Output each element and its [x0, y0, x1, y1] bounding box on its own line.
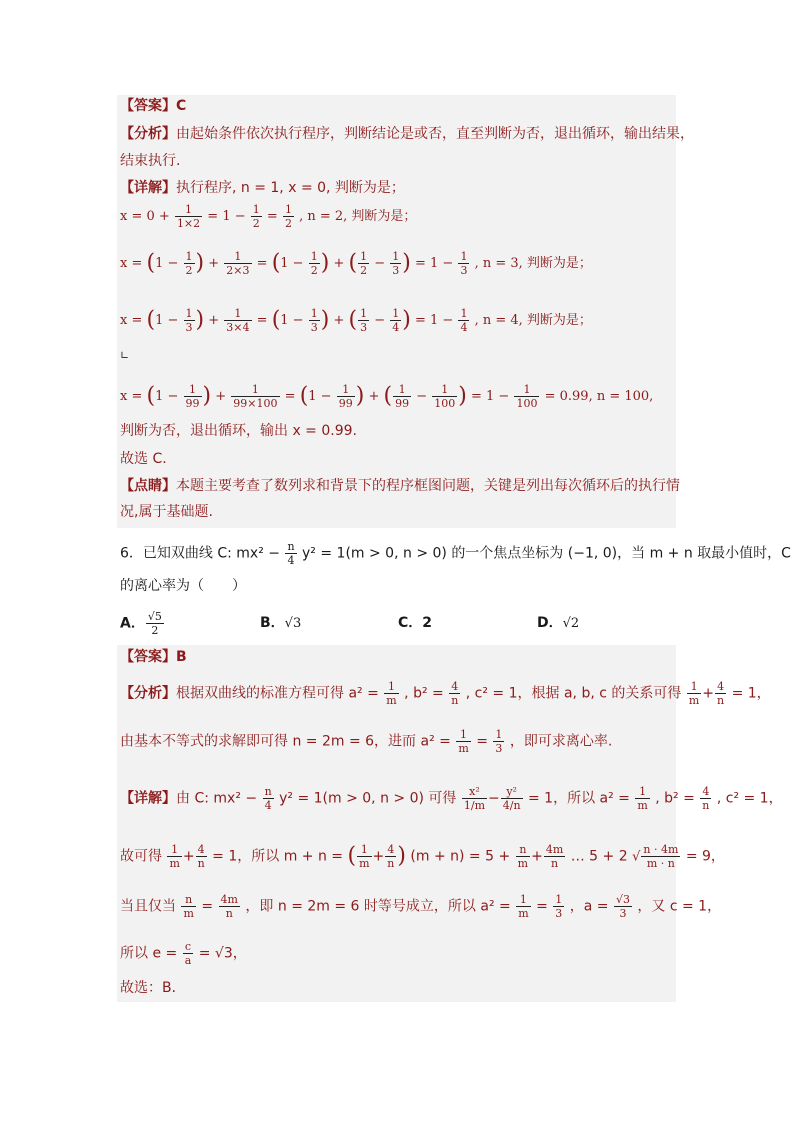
q6-detail-line1: 【详解】由 C: mx² − $\frac{n}{4}$ y² = 1(m > 0, n > 0) 可得 $\frac{\text{x²}}{1/m}$ − $\frac{\text{y²}}{4/n}$ = 1，所以 a² = $\frac{1}{m}$ , b² = $\frac{4}{n}$ , c² = 1，: [120, 785, 783, 812]
q6-analysis-line1: 【分析】根据双曲线的标准方程可得 a² = $\frac{1}{m}$ , b² = $\frac{4}{n}$ , c² = 1，根据 a, b, c 的关系可得 $\frac{1}{m}$ + $\frac{4}{n}$ = 1，: [120, 680, 771, 707]
q6-detail-line4: 所以 e = $\frac{c}{a}$ = √3，: [120, 940, 247, 967]
q5-eq2: x = (1 − $\frac{1}{2}$ ) + $\frac{1}{2\times 3}$ = (1 − $\frac{1}{2}$ ) + ( $\frac{1}{2}$ − $\frac{1}{3}$ ) = 1 − $\frac{1}{3}$ , n = 3, 判断为是；: [120, 250, 592, 277]
q6-analysis-line2: 由基本不等式的求解即可得 n = 2m = 6，进而 a² = $\frac{1}{m}$ = $\frac{1}{3}$ ，即可求离心率.: [120, 728, 613, 755]
q5-choose: 故选 C.: [120, 451, 167, 467]
q5-eq1: x = 0 + $\frac{1}{1\times 2}$ = 1 − $\frac{1}{2}$ = $\frac{1}{2}$ , n = 2, 判断为是；: [120, 203, 417, 230]
q5-conclusion: 判断为否，退出循环，输出 x = 0.99.: [120, 423, 357, 439]
q6-choose: 故选：B．: [120, 980, 186, 996]
q6-option-b[interactable]: B．√3: [260, 615, 302, 631]
q5-eq3: x = (1 − $\frac{1}{3}$ ) + $\frac{1}{3\times 4}$ = (1 − $\frac{1}{3}$ ) + ( $\frac{1}{3}$ − $\frac{1}{4}$ ) = 1 − $\frac{1}{4}$ , n = 4, 判断为是；: [120, 307, 592, 334]
q6-stem-line2: 的离心率为（ ）: [120, 578, 246, 594]
q6-answer: 【答案】B: [120, 649, 187, 665]
q5-comment-line1: 【点睛】本题主要考查了数列求和背景下的程序框图问题，关键是列出每次循环后的执行情: [120, 478, 680, 494]
q6-detail-line2: 故可得 $\frac{1}{m}$ + $\frac{4}{n}$ = 1，所以 m + n = ( $\frac{1}{m}$ + $\frac{4}{n}$ ) (m + n) = 5 + $\frac{n}{m}$ + $\frac{4m}{n}$ … 5 + 2 √ $\frac{n \cdot 4m}{m \cdot n}$ = 9，: [120, 843, 725, 870]
q5-comment-line2: 况,属于基础题.: [120, 504, 213, 520]
q6-option-d[interactable]: D．√2: [537, 615, 580, 631]
q5-answer: 【答案】C: [120, 98, 187, 114]
q6-option-a[interactable]: A． $\frac{√5}{2}$: [120, 610, 162, 637]
q5-eq4: x = (1 − $\frac{1}{99}$ ) + $\frac{1}{99\times 100}$ = (1 − $\frac{1}{99}$ ) + ( $\frac{1}{99}$ − $\frac{1}{100}$ ) = 1 − $\frac{1}{100}$ = 0.99, n = 100,: [120, 383, 654, 410]
q5-analysis-line1: 【分析】由起始条件依次执行程序，判断结论是或否，直至判断为否，退出循环，输出结果，: [120, 126, 694, 142]
q6-option-c[interactable]: C．2: [398, 615, 433, 631]
q6-detail-line3: 当且仅当 $\frac{n}{m}$ = $\frac{4m}{n}$ ，即 n = 2m = 6 时等号成立，所以 a² = $\frac{1}{m}$ = $\frac{1}{3}$ ，a = $\frac{√3}{3}$ ，又 c = 1，: [120, 893, 722, 920]
q6-stem-line1: 6．已知双曲线 C: mx² − $\frac{n}{4}$ y² = 1(m > 0, n > 0) 的一个焦点坐标为 (−1, 0)，当 m + n 取最小值时，C: [120, 540, 791, 567]
q5-ellipsis: ∟: [120, 349, 130, 362]
q5-analysis-line2: 结束执行.: [120, 153, 181, 169]
q5-detail-line1: 【详解】执行程序, n = 1, x = 0, 判断为是；: [120, 180, 405, 196]
